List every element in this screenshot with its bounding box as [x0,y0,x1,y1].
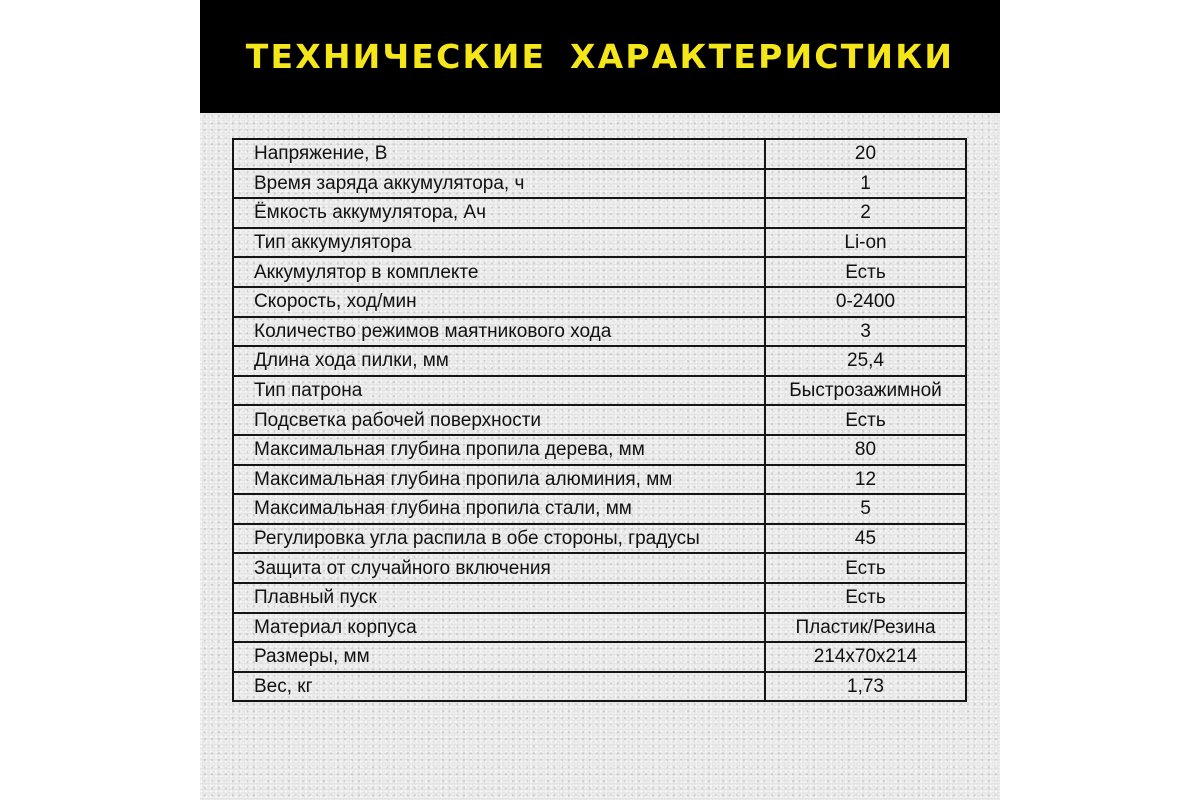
spec-value-cell: 214x70x214 [765,642,966,672]
table-row [233,228,966,258]
spec-parameter-cell: Максимальная глубина пропила дерева, мм [233,435,765,465]
spec-value-cell: 25,4 [765,346,966,376]
spec-parameter-cell: Тип патрона [233,376,765,406]
spec-value-cell: 20 [765,139,966,169]
table-row [233,524,966,554]
spec-value-cell: Есть [765,583,966,613]
spec-value-cell: Быстрозажимной [765,376,966,406]
spec-parameter-cell: Аккумулятор в комплекте [233,257,765,287]
spec-parameter-cell: Плавный пуск [233,583,765,613]
table-row [233,346,966,376]
spec-parameter-cell: Размеры, мм [233,642,765,672]
table-row [233,465,966,495]
table-row [233,553,966,583]
spec-value-cell: Есть [765,405,966,435]
spec-value-cell: 1,73 [765,672,966,702]
spec-value-cell: 1 [765,169,966,199]
spec-value-cell: 5 [765,494,966,524]
specs-table-body [233,139,966,701]
table-row [233,642,966,672]
spec-value-cell: Li-on [765,228,966,258]
spec-value-cell: 80 [765,435,966,465]
spec-value-cell: 3 [765,317,966,347]
spec-value-cell: Пластик/Резина [765,613,966,643]
spec-value-cell: 0-2400 [765,287,966,317]
spec-value-cell: 2 [765,198,966,228]
table-row [233,613,966,643]
spec-parameter-cell: Подсветка рабочей поверхности [233,405,765,435]
table-row [233,494,966,524]
table-row [233,169,966,199]
spec-parameter-cell: Напряжение, В [233,139,765,169]
spec-parameter-cell: Длина хода пилки, мм [233,346,765,376]
spec-parameter-cell: Скорость, ход/мин [233,287,765,317]
table-row [233,672,966,702]
spec-value-cell: Есть [765,553,966,583]
spec-parameter-cell: Тип аккумулятора [233,228,765,258]
spec-parameter-cell: Вес, кг [233,672,765,702]
specs-table [232,138,967,702]
spec-parameter-cell: Время заряда аккумулятора, ч [233,169,765,199]
spec-sheet [200,0,1000,800]
table-row [233,139,966,169]
spec-parameter-cell: Количество режимов маятникового хода [233,317,765,347]
table-row [233,583,966,613]
spec-value-cell: 12 [765,465,966,495]
spec-parameter-cell: Защита от случайного включения [233,553,765,583]
spec-parameter-cell: Максимальная глубина пропила стали, мм [233,494,765,524]
table-row [233,257,966,287]
spec-parameter-cell: Материал корпуса [233,613,765,643]
spec-value-cell: 45 [765,524,966,554]
spec-value-cell: Есть [765,257,966,287]
page-title: ТЕХНИЧЕСКИЕ ХАРАКТЕРИСТИКИ [245,37,955,76]
header-banner [200,0,1000,113]
table-row [233,198,966,228]
table-row [233,435,966,465]
table-row [233,376,966,406]
table-row [233,317,966,347]
table-row [233,405,966,435]
spec-parameter-cell: Максимальная глубина пропила алюминия, мм [233,465,765,495]
spec-parameter-cell: Ёмкость аккумулятора, Ач [233,198,765,228]
spec-parameter-cell: Регулировка угла распила в обе стороны, градусы [233,524,765,554]
table-row [233,287,966,317]
